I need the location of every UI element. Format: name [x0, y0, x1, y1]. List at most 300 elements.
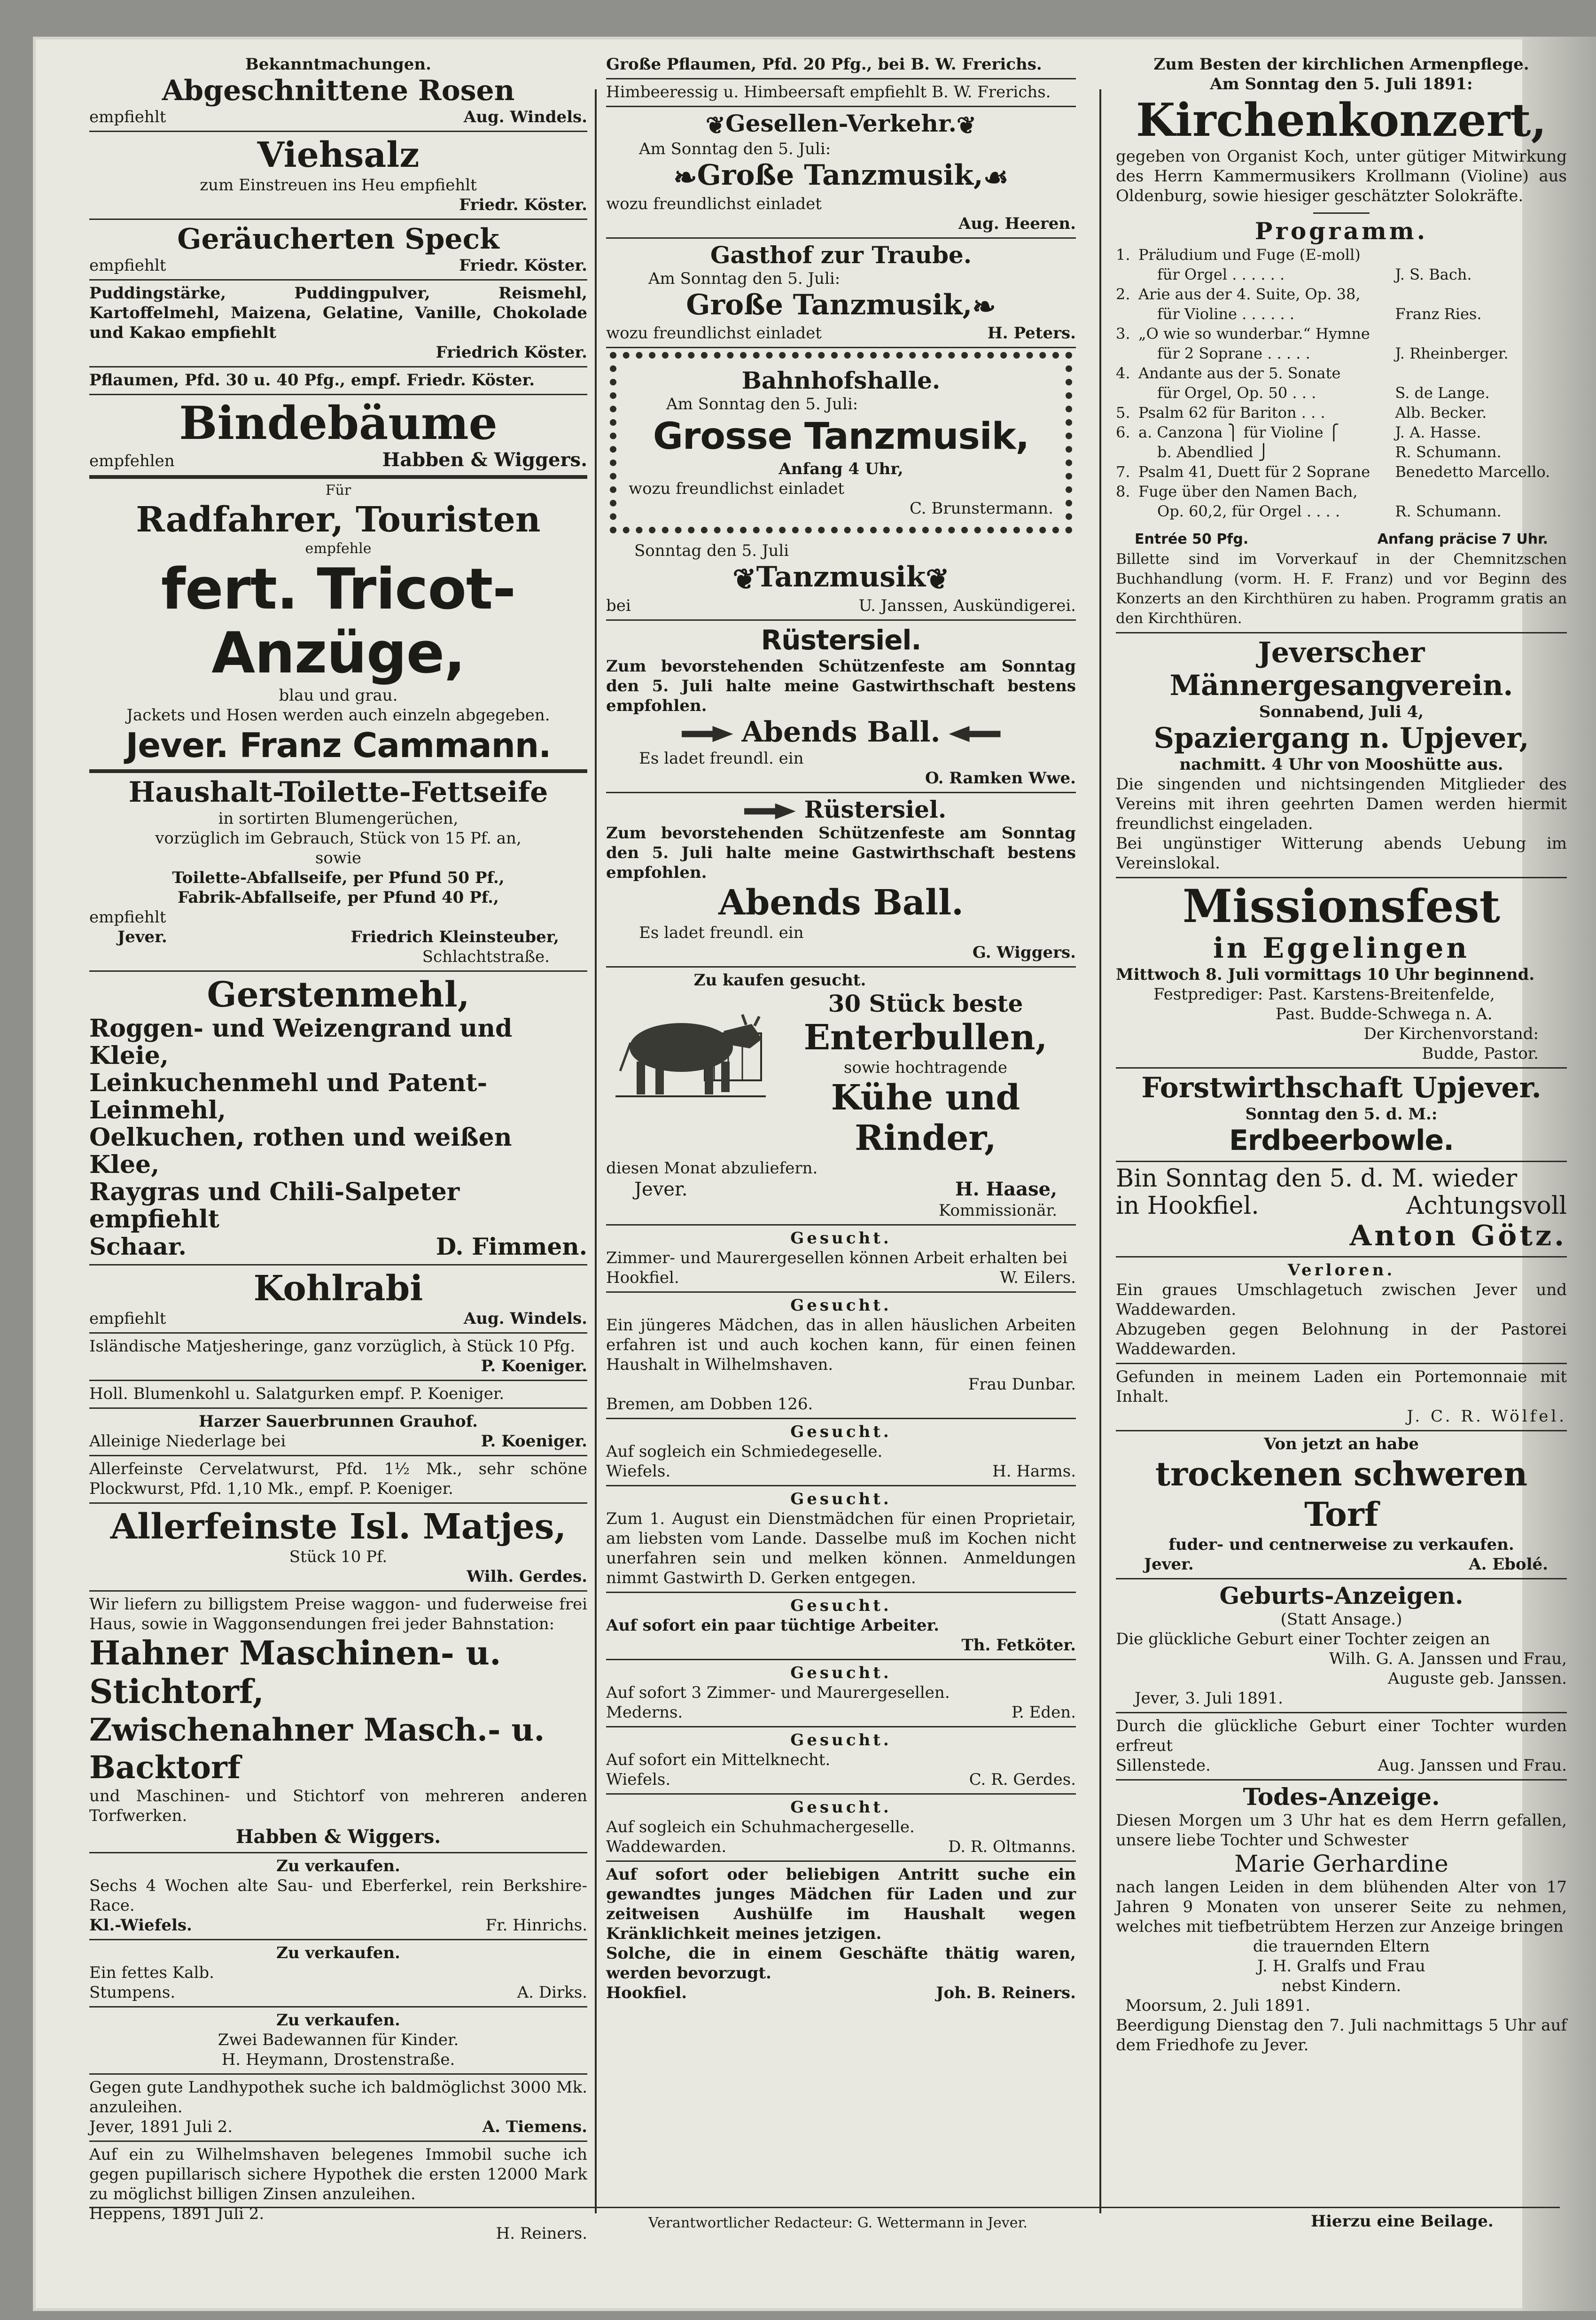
- ad-title: Forstwirthschaft Upjever.: [1141, 1071, 1542, 1104]
- ad-text: sowie hochtragende: [844, 1058, 1007, 1077]
- program-work-line: Psalm 41, Duett für 2 Soprane: [1138, 463, 1370, 481]
- ad-text: empfiehlt: [89, 256, 166, 275]
- ad-text: Abzugeben gegen Belohnung in der Pastorei Waddewarden.: [1116, 1320, 1567, 1359]
- pointing-hand-icon: [744, 804, 796, 820]
- ad-title: Gesucht.: [790, 1228, 892, 1248]
- ad-text: diesen Monat abzuliefern.: [606, 1158, 818, 1178]
- ad-place: Waddewarden.: [606, 1837, 727, 1856]
- ad-headline: fert. Tricot-Anzüge,: [161, 557, 516, 686]
- ad-headline-text: Große Tanzmusik,: [686, 288, 973, 321]
- program-item-composer: [1395, 403, 1567, 422]
- ad-title: Gesucht.: [790, 1422, 892, 1441]
- ad-geburtsanzeige-2: [1116, 1713, 1567, 1781]
- program-title: Programm.: [1254, 217, 1428, 245]
- ad-gesellen-verkehr: [606, 107, 1076, 239]
- ad-text: empfehlen: [89, 452, 175, 470]
- ad-signature: Th. Fetköter.: [961, 1635, 1076, 1655]
- program-composer-line: J. S. Bach.: [1395, 266, 1472, 283]
- program-item: [1116, 403, 1567, 422]
- program-item-work: [1138, 482, 1395, 521]
- ad-signature: J. H. Gralfs und Frau: [1257, 1957, 1425, 1976]
- ad-place: Jever.: [1144, 1555, 1194, 1574]
- ad-text: Leinkuchenmehl und Patent-Leinmehl,: [89, 1069, 488, 1125]
- ad-roses: [89, 52, 587, 132]
- program-item-number: 3.: [1116, 325, 1130, 343]
- program-composer-line: Benedetto Marcello.: [1395, 463, 1550, 481]
- ad-title: Geräucherten Speck: [177, 223, 499, 256]
- program-item: [1116, 363, 1567, 403]
- ornament-icon: ☙: [983, 161, 1009, 194]
- ad-title: Radfahrer, Touristen: [136, 500, 541, 540]
- column-divider: [595, 89, 597, 2213]
- ad-text: Past. Budde-Schwega n. A.: [1276, 1005, 1493, 1023]
- ad-title: Gesucht.: [790, 1489, 892, 1508]
- ad-text: Am Sonntag den 5. Juli:: [666, 395, 858, 414]
- ad-title: Viehsalz: [257, 135, 420, 175]
- ad-headline: Erdbeerbowle.: [1229, 1124, 1454, 1157]
- ad-text: Gegen gute Landhypothek suche ich baldmöglichst 3000 Mk. anzuleihen.: [89, 2078, 587, 2117]
- ad-text: Toilette-Abfallseife, per Pfund 50 Pf.,: [172, 868, 505, 887]
- ad-address: Bremen, am Dobben 126.: [606, 1394, 813, 1414]
- ad-gefunden: [1116, 1364, 1567, 1431]
- ad-signature: H. Peters.: [987, 324, 1076, 343]
- ad-title: Allerfeinste Isl. Matjes,: [110, 1507, 567, 1547]
- ad-gasthof-traube: [606, 239, 1076, 349]
- program-composer-line: R. Schumann.: [1395, 443, 1502, 461]
- ad-trockener-torf: [1116, 1431, 1567, 1579]
- program-item-work: [1138, 245, 1395, 284]
- divider: [1313, 212, 1370, 214]
- ad-headline: Hahner Maschinen- u. Stichtorf,: [89, 1633, 501, 1711]
- ad-signature: Friedrich Kleinsteuber,: [350, 928, 559, 946]
- ad-bahnhofshalle-frame: [610, 352, 1072, 533]
- ad-signature: P. Eden.: [1011, 1703, 1076, 1722]
- ad-signature: Friedr. Köster.: [459, 256, 587, 275]
- ad-place: Kl.-Wiefels.: [89, 1916, 192, 1935]
- program-work-line: für 2 Soprane . . . . .: [1157, 344, 1310, 362]
- program-item-number: 2.: [1116, 285, 1130, 303]
- ad-signature: Habben & Wiggers.: [382, 449, 587, 471]
- ad-headline: Kühe und Rinder,: [831, 1077, 1020, 1158]
- ad-fettseife: [89, 773, 587, 972]
- ad-place: Schaar.: [89, 1233, 187, 1260]
- ad-title: Verloren.: [1287, 1261, 1395, 1280]
- ad-title: [606, 796, 1076, 823]
- ad-text: Auf sogleich ein Schuhmachergeselle.: [606, 1817, 915, 1836]
- ad-place: Wiefels.: [606, 1770, 671, 1789]
- ad-headline-text: Abends Ball.: [741, 715, 941, 749]
- ad-kalb: [89, 1940, 587, 2008]
- ad-title-text: Rüstersiel.: [804, 795, 947, 823]
- ad-text: Mittwoch 8. Juli vormittags 10 Uhr beginnend.: [1116, 965, 1535, 984]
- ad-title: Rüstersiel.: [761, 624, 921, 656]
- ad-signature: O. Ramken Wwe.: [925, 768, 1076, 788]
- ad-text: Sonntag den 5. d. M.:: [1245, 1105, 1438, 1124]
- ad-text: Am Sonntag den 5. Juli:: [639, 140, 831, 158]
- ad-kicker: Bekanntmachungen.: [245, 55, 431, 74]
- program-item-work: [1138, 422, 1395, 462]
- ad-kirchenkonzert: [1116, 52, 1567, 633]
- ad-place: Hookfiel.: [606, 1983, 687, 2002]
- ad-signature: D. R. Oltmanns.: [948, 1837, 1076, 1856]
- ad-signature: Anton Götz.: [1349, 1219, 1567, 1252]
- ad-signature: C. Brunstermann.: [909, 499, 1053, 518]
- program-item-composer: [1395, 462, 1567, 482]
- ad-text: nachmitt. 4 Uhr von Mooshütte aus.: [1179, 755, 1503, 774]
- program-work-line: für Violine . . . . . .: [1157, 305, 1295, 323]
- ad-ruestersiel-2: [606, 793, 1076, 968]
- ad-address: Schlachtstraße.: [422, 947, 550, 966]
- program-work-line: „O wie so wunderbar.“ Hymne: [1138, 325, 1370, 343]
- ad-title: Kirchenkonzert,: [1136, 94, 1547, 147]
- ad-signature: U. Janssen, Auskündigerei.: [858, 596, 1076, 615]
- ad-text: wozu freundlichst einladet: [629, 479, 844, 498]
- ad-signature: H. Reiners.: [496, 2224, 587, 2243]
- ad-title: Bindebäume: [179, 397, 498, 450]
- ad-name: Marie Gerhardine: [1234, 1850, 1448, 1877]
- ad-text: und Maschinen- und Stichtorf von mehreren anderen Torfwerken.: [89, 1787, 587, 1825]
- ad-text: Am Sonntag den 5. Juli 1891:: [1210, 75, 1473, 94]
- ad-maennergesangverein: [1116, 633, 1567, 878]
- program-item: [1116, 462, 1567, 482]
- ad-place: Jever, 1891 Juli 2.: [89, 2117, 233, 2136]
- program-item-work: [1138, 363, 1395, 403]
- ad-text: Es ladet freundl. ein: [639, 749, 804, 768]
- ad-verloren: [1116, 1258, 1567, 1364]
- ad-gerstenmehl: [89, 972, 587, 1265]
- ad-title: Bahnhofshalle.: [741, 367, 941, 394]
- program-item-work: [1138, 403, 1395, 422]
- ornament-icon: ❧: [673, 161, 697, 194]
- ad-gesucht-2: [606, 1293, 1076, 1419]
- program-work-line: für Orgel . . . . . .: [1157, 266, 1285, 283]
- ad-text: Auf sofort oder beliebigen Antritt suche ein gewandtes junges Mädchen für Laden und zur zeitweisen Aushülfe im Haushalt wegen Kränklichkeit meines jetzigen.: [606, 1865, 1076, 1943]
- ad-title: Zu verkaufen.: [276, 1857, 400, 1875]
- program-item-number: 7.: [1116, 463, 1130, 481]
- ad-text: Von jetzt an habe: [1264, 1435, 1419, 1453]
- ad-text: Achtungsvoll: [1406, 1192, 1567, 1220]
- footer-rule: [89, 2207, 1560, 2208]
- column-left: [89, 52, 587, 2247]
- column-divider: [1099, 89, 1101, 2213]
- ad-ferkel: [89, 1853, 587, 1940]
- ad-place: Jever.: [634, 1178, 688, 1200]
- ad-title: Gesucht.: [790, 1797, 892, 1817]
- ad-title: Zu verkaufen.: [276, 2011, 400, 2030]
- program-work-line: Fuge über den Namen Bach,: [1138, 483, 1358, 500]
- ad-text: empfiehlt: [89, 1309, 166, 1328]
- ad-title: Abgeschnittene Rosen: [162, 74, 515, 107]
- ad-text: Raygras und Chili-Salpeter empfiehlt: [89, 1178, 460, 1234]
- ad-text: Große Pflaumen, Pfd. 20 Pfg., bei B. W. Frerichs.: [606, 55, 1042, 74]
- cow-illustration: [615, 996, 771, 1104]
- ad-signature: Friedr. Köster.: [459, 195, 587, 214]
- ad-title: Haushalt-Toilette-Fettseife: [128, 776, 548, 809]
- ad-text: Pflaumen, Pfd. 30 u. 40 Pfg., empf. Friedr. Köster.: [89, 371, 535, 390]
- ad-text: Ein fettes Kalb.: [89, 1963, 214, 1982]
- ad-title: Missionsfest: [1183, 880, 1500, 933]
- program-item-composer: [1395, 284, 1567, 324]
- ad-gesucht-5: [606, 1593, 1076, 1660]
- ad-blumenkohl: [89, 1381, 587, 1409]
- ad-text: empfehle: [305, 540, 372, 557]
- ad-gesucht-8: [606, 1795, 1076, 1862]
- ad-text: Auf sofort ein Mittelknecht.: [606, 1750, 831, 1769]
- ad-text: Zwei Badewannen für Kinder.: [218, 2031, 459, 2049]
- program-item: [1116, 284, 1567, 324]
- ad-torf: [89, 1592, 587, 1853]
- program-composer-line: J. A. Hasse.: [1395, 423, 1481, 441]
- ad-signature: W. Eilers.: [1000, 1268, 1076, 1287]
- ad-title: Gerstenmehl,: [207, 975, 470, 1015]
- program-work-line: Op. 60,2, für Orgel . . . .: [1157, 502, 1340, 520]
- ad-kohlrabi: [89, 1265, 587, 1334]
- ad-text: Fabrik-Abfallseife, per Pfund 40 Pf.,: [178, 888, 499, 907]
- ad-signature: A. Dirks.: [517, 1983, 587, 2002]
- ad-text: bei: [606, 596, 631, 615]
- program-composer-line: Franz Ries.: [1395, 305, 1482, 323]
- program-item-work: [1138, 324, 1395, 363]
- ad-text: Zum Besten der kirchlichen Armenpflege.: [1153, 55, 1529, 74]
- ad-text: Bin Sonntag den 5. d. M. wieder: [1116, 1164, 1518, 1193]
- ad-text: fuder- und centnerweise zu verkaufen.: [1168, 1535, 1514, 1554]
- ad-text: Gefunden in meinem Laden ein Portemonnaie mit Inhalt.: [1116, 1367, 1567, 1406]
- ad-signature: Aug. Janssen und Frau.: [1378, 1756, 1567, 1775]
- ad-signature: Frau Dunbar.: [968, 1375, 1076, 1394]
- ad-text: Für: [325, 482, 351, 499]
- ad-text: Sonntag den 5. Juli: [634, 541, 789, 560]
- ad-signature: Friedrich Köster.: [436, 343, 587, 362]
- program-item: [1116, 422, 1567, 462]
- ad-text: Es ladet freundl. ein: [639, 923, 804, 942]
- ad-text: Sonnabend, Juli 4,: [1259, 703, 1424, 721]
- ad-maedchen-laden: [606, 1862, 1076, 2007]
- ad-place: Mederns.: [606, 1703, 683, 1722]
- program-item-number: 5.: [1116, 404, 1130, 422]
- ad-text: Isländische Matjesheringe, ganz vorzüglich, à Stück 10 Pfg.: [89, 1337, 576, 1356]
- ad-title: Gesucht.: [790, 1596, 892, 1615]
- ad-headline-text: Große Tanzmusik,: [697, 159, 983, 192]
- ad-role: Kommissionär.: [938, 1201, 1057, 1220]
- ad-title: Geburts-Anzeigen.: [1219, 1582, 1464, 1609]
- program-composer-line: Alb. Becker.: [1395, 404, 1487, 422]
- program-item-number: 1.: [1116, 246, 1130, 264]
- ad-signature: Joh. B. Reiners.: [936, 1983, 1076, 2002]
- ad-text: Diesen Morgen um 3 Uhr hat es dem Herrn gefallen, unsere liebe Tochter und Schwester: [1116, 1811, 1567, 1850]
- ad-text: vorzüglich im Gebrauch, Stück von 15 Pf. an,: [155, 829, 522, 848]
- ad-text: Zum 1. August ein Dienstmädchen für einen Proprietair, am liebsten vom Lande. Dasselbe muß im Kochen nicht unerfahren sein und melken können. Anmeldungen nimmt Gastwirth D. Gerken entgegen.: [606, 1509, 1076, 1587]
- ad-text: wozu freundlichst einladet: [606, 324, 822, 343]
- ad-signature: H. Harms.: [992, 1461, 1076, 1481]
- start-time: Anfang präcise 7 Uhr.: [1377, 531, 1548, 547]
- ad-place: Stumpens.: [89, 1983, 176, 2002]
- program-work-line: Andante aus der 5. Sonate: [1138, 364, 1341, 382]
- ad-speck: [89, 220, 587, 281]
- program-item-composer: [1395, 245, 1567, 284]
- ad-headline: Grosse Tanzmusik,: [653, 415, 1029, 458]
- ornament-icon: ❦: [957, 111, 976, 139]
- ad-headline: Abends Ball.: [718, 882, 964, 923]
- ad-signature: Aug. Windels.: [463, 1309, 587, 1328]
- ad-signature: Budde, Pastor.: [1422, 1044, 1539, 1063]
- ad-title: Harzer Sauerbrunnen Grauhof.: [199, 1412, 478, 1431]
- ad-ruestersiel-1: [606, 621, 1076, 793]
- ad-gesucht-3: [606, 1419, 1076, 1486]
- program-item-work: [1138, 462, 1395, 482]
- ad-place: in Hookfiel.: [1116, 1192, 1259, 1220]
- ad-signature: C. R. Gerdes.: [969, 1770, 1076, 1789]
- ad-signature: H. Haase,: [955, 1178, 1057, 1200]
- pointing-hand-icon: [682, 726, 733, 742]
- ornament-icon: ❧: [972, 290, 996, 323]
- program-item: [1116, 245, 1567, 284]
- ad-text: nach langen Leiden in dem blühenden Alter von 17 Jahren 9 Monaten von unserer Seite zu nehmen, welches mit tiefbetrübtem Herzen zur Anzeige bringen: [1116, 1878, 1567, 1936]
- ad-title: Gasthof zur Traube.: [710, 241, 972, 269]
- ornament-icon: ❦: [926, 562, 950, 596]
- ad-signature: P. Koeniger.: [481, 1432, 587, 1451]
- ad-text: Auf sogleich ein Schmiedegeselle.: [606, 1442, 883, 1461]
- ad-signature: Habben & Wiggers.: [235, 1826, 441, 1848]
- ad-signature: Auguste geb. Janssen.: [1388, 1669, 1567, 1688]
- ad-title: Zu verkaufen.: [276, 1944, 400, 1962]
- ad-title: Kohlrabi: [253, 1268, 423, 1309]
- program-item-composer: [1395, 324, 1567, 363]
- ad-place: Jever.: [117, 928, 167, 946]
- ad-text: empfiehlt: [89, 108, 166, 126]
- ad-subtitle: in Eggelingen: [1213, 932, 1470, 965]
- ad-signature: Aug. Windels.: [463, 108, 587, 126]
- ad-text: (Statt Ansage.): [1280, 1610, 1402, 1629]
- program-item-number: 8.: [1116, 483, 1130, 500]
- ad-pudding: [89, 281, 587, 367]
- ad-text: Himbeeressig u. Himbeersaft empfiehlt B. W. Frerichs.: [606, 83, 1051, 102]
- ad-text: Anfang 4 Uhr,: [779, 460, 903, 478]
- ad-signature: D. Fimmen.: [436, 1233, 587, 1260]
- ad-title-text: Gesellen-Verkehr.: [725, 109, 957, 137]
- program-work-line: b. Abendlied ⎭: [1157, 443, 1269, 461]
- program-composer-line: R. Schumann.: [1395, 502, 1502, 520]
- ad-tanzmusik-janssen: [606, 538, 1076, 621]
- program-item: [1116, 324, 1567, 363]
- ad-place: Sillenstede.: [1116, 1756, 1211, 1775]
- ad-text: Ein jüngeres Mädchen, das in allen häuslichen Arbeiten erfahren ist und auch kochen kann, für einen feinen Haushalt in Wilhelmshaven.: [606, 1315, 1076, 1374]
- pointing-hand-icon: [949, 726, 1001, 742]
- ad-signature: Aug. Heeren.: [958, 214, 1076, 233]
- ad-bindebaeume: [89, 395, 587, 479]
- ad-gesucht-6: [606, 1660, 1076, 1727]
- ad-text: Festprediger: Past. Karstens-Breitenfelde,: [1153, 985, 1495, 1004]
- ad-headline: [606, 561, 1076, 596]
- ad-text: Oelkuchen, rothen und weißen Klee,: [89, 1123, 512, 1179]
- ad-signature: A. Ebolé.: [1469, 1555, 1548, 1574]
- ad-text: Puddingstärke, Puddingpulver, Reismehl, Kartoffelmehl, Maizena, Gelatine, Vanille, Chokolade und Kakao empfiehlt: [89, 284, 587, 342]
- ad-gesucht-4: [606, 1486, 1076, 1593]
- ad-place: Wiefels.: [606, 1461, 671, 1481]
- ad-text: Solche, die in einem Geschäfte thätig waren, werden bevorzugt.: [606, 1944, 1076, 1983]
- ad-text: Der Kirchenvorstand:: [1363, 1024, 1539, 1043]
- ad-gesucht-7: [606, 1727, 1076, 1795]
- ad-text: Zum bevorstehenden Schützenfeste am Sonntag den 5. Juli halte meine Gastwirthschaft bestens empfohlen.: [606, 823, 1076, 882]
- ad-text: Zum bevorstehenden Schützenfeste am Sonntag den 5. Juli halte meine Gastwirthschaft bestens empfohlen.: [606, 656, 1076, 715]
- ad-text: Alleinige Niederlage bei: [89, 1432, 286, 1451]
- ad-place: Heppens, 1891 Juli 2.: [89, 2204, 265, 2223]
- ad-signature: Fr. Hinrichs.: [485, 1916, 587, 1935]
- ad-text: Jackets und Hosen werden auch einzeln abgegeben.: [126, 706, 550, 725]
- program-item-composer: [1395, 422, 1567, 462]
- ad-text: empfiehlt: [89, 908, 166, 927]
- ad-todesanzeige: [1116, 1781, 1567, 2059]
- ad-grosse-pflaumen: [606, 52, 1076, 79]
- ad-headline: [606, 716, 1076, 749]
- ad-viehsalz: [89, 132, 587, 220]
- ad-text: Wir liefern zu billigstem Preise waggon- und fuderweise frei Haus, sowie in Waggonsendungen frei jeder Bahnstation:: [89, 1595, 587, 1633]
- ad-text: Stück 10 Pf.: [289, 1547, 388, 1566]
- ad-text: Billette sind im Vorverkauf in der Chemnitzschen Buchhandlung (vorm. H. F. Franz) und vor Beginn des Konzerts an den Kirchthüren zu haben. Programm gratis an den Kirchthüren.: [1116, 551, 1567, 627]
- program-work-line: Psalm 62 für Bariton . . .: [1138, 404, 1325, 422]
- ad-sauerbrunnen: [89, 1409, 587, 1456]
- ad-text: wozu freundlichst einladet: [606, 194, 822, 213]
- ad-text: Die singenden und nichtsingenden Mitglieder des Vereins mit ihren geehrten Damen werden hiermit freundlichst eingeladen.: [1116, 775, 1567, 833]
- ad-hypothek: [89, 2075, 587, 2142]
- ad-tricot: [89, 479, 587, 773]
- ad-text: gegeben von Organist Koch, unter gütiger Mitwirkung des Herrn Kammermusikers Krollmann (Violine) aus Oldenburg, sowie hiesiger geschätzter Solokräfte.: [1116, 147, 1567, 205]
- ad-text: Sechs 4 Wochen alte Sau- und Eberferkel, rein Berkshire-Race.: [89, 1876, 587, 1915]
- ad-signature: A. Tiemens.: [482, 2117, 587, 2136]
- ad-text: Holl. Blumenkohl u. Salatgurken empf. P. Koeniger.: [89, 1384, 505, 1403]
- ad-headline-text: Tanzmusik: [756, 561, 926, 594]
- ad-headline: Zwischenahner Masch.- u. Backtorf: [89, 1711, 545, 1786]
- ad-text: Auf sofort 3 Zimmer- und Maurergesellen.: [606, 1683, 950, 1702]
- ad-place: Jever, 3. Juli 1891.: [1135, 1689, 1283, 1708]
- ad-text: in sortirten Blumengerüchen,: [218, 809, 459, 828]
- ad-signature: Wilh. Gerdes.: [467, 1567, 587, 1586]
- ad-himbeeressig: [606, 79, 1076, 107]
- ad-signature: P. Koeniger.: [481, 1357, 587, 1375]
- ad-text: Auf sofort ein paar tüchtige Arbeiter.: [606, 1616, 940, 1635]
- ad-text: Zu kaufen gesucht.: [693, 970, 866, 990]
- ad-title: Gesucht.: [790, 1663, 892, 1682]
- program-composer-line: S. de Lange.: [1395, 384, 1490, 402]
- program-item-composer: [1395, 363, 1567, 403]
- ad-matjesheringe: [89, 1334, 587, 1381]
- program-item-number: 4.: [1116, 364, 1130, 382]
- ad-isl-matjes: [89, 1504, 587, 1592]
- editor-credit: Verantwortlicher Redacteur: G. Wettermann in Jever.: [648, 2215, 1028, 2231]
- supplement-note: Hierzu eine Beilage.: [1311, 2212, 1494, 2231]
- ad-text: 30 Stück beste: [828, 989, 1023, 1017]
- ad-title: Jeverscher Männergesangverein.: [1169, 636, 1513, 702]
- ornament-icon: ❦: [706, 111, 725, 139]
- ad-headline: trockenen schweren Torf: [1155, 1454, 1528, 1534]
- ad-text: Allerfeinste Cervelatwurst, Pfd. 1½ Mk., sehr schöne Plockwurst, Pfd. 1,10 Mk., empf. P. Koeniger.: [89, 1460, 587, 1498]
- ad-headline: Enterbullen,: [803, 1017, 1048, 1058]
- ad-title: Todes-Anzeige.: [1243, 1783, 1440, 1811]
- program-work-line: a. Canzona ⎫ für Violine ⎧: [1138, 423, 1339, 441]
- ad-text: nebst Kindern.: [1281, 1976, 1401, 1995]
- program-item-number: 6.: [1116, 423, 1130, 441]
- ad-badewannen: [89, 2008, 587, 2075]
- ad-enterbullen: [606, 968, 1076, 1226]
- column-middle: [606, 52, 1076, 2007]
- ad-text: Roggen- und Weizengrand und Kleie,: [89, 1014, 513, 1070]
- ad-text: zum Einstreuen ins Heu empfiehlt: [200, 176, 477, 195]
- ad-title: Gesucht.: [790, 1296, 892, 1315]
- ad-pflaumen: [89, 367, 587, 395]
- program-item: [1116, 482, 1567, 521]
- ad-text: Beerdigung Dienstag den 7. Juli nachmittags 5 Uhr auf dem Friedhofe zu Jever.: [1116, 2016, 1567, 2054]
- program-item-composer: [1395, 482, 1567, 521]
- program-work-line: Präludium und Fuge (E-moll): [1138, 246, 1361, 264]
